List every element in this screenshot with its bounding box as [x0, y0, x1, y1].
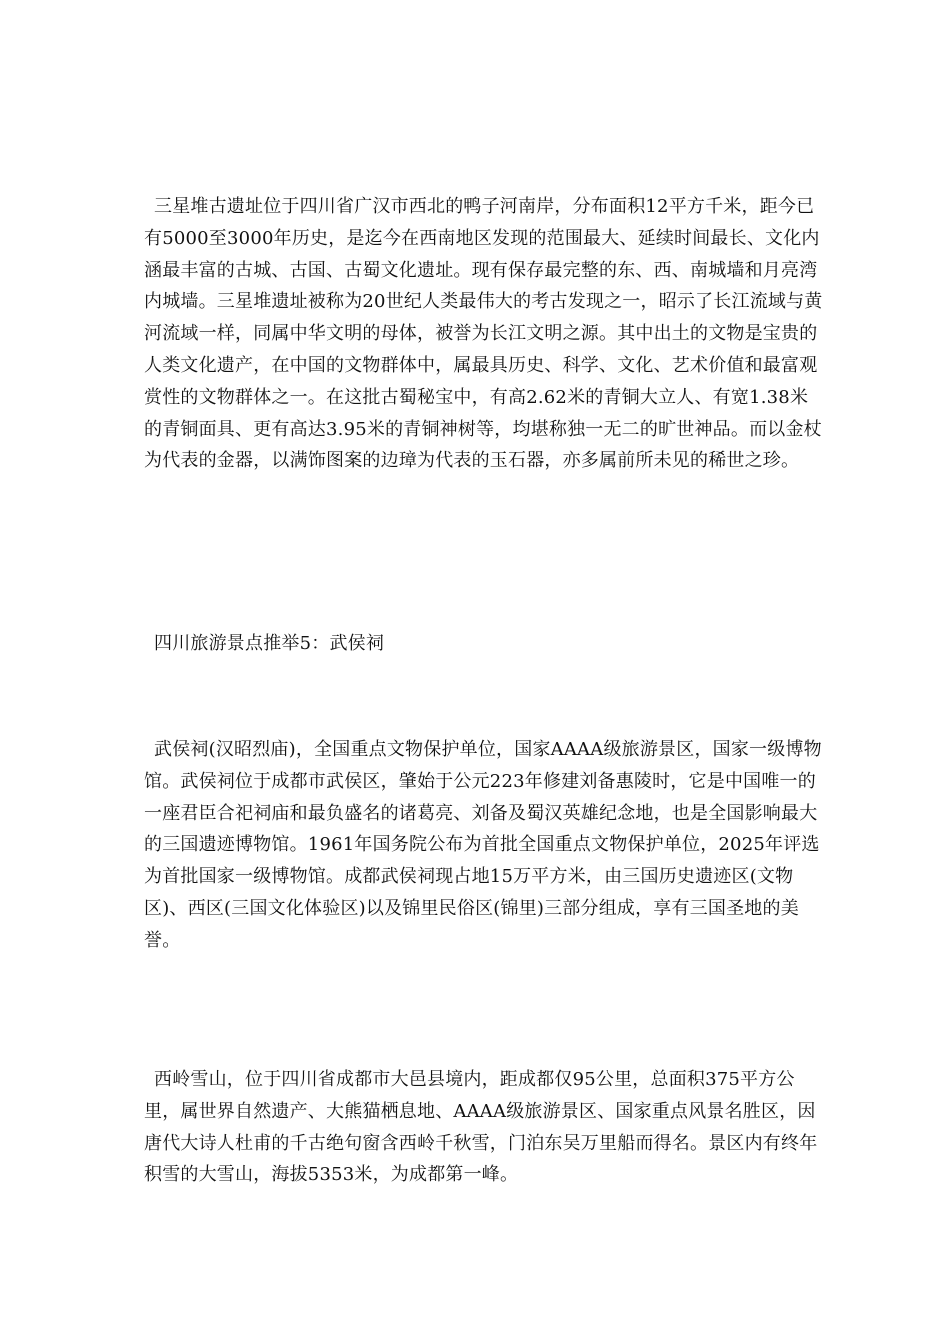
paragraph-wuhouci: 武侯祠(汉昭烈庙)，全国重点文物保护单位，国家AAAA级旅游景区，国家一级博物馆。武侯祠位于成都市武侯区，肇始于公元223年修建刘备惠陵时，它是中国唯一的一座君臣合祀祠庙和最负盛名的诸葛亮、刘备及蜀汉英雄纪念地，也是全国影响最大的三国遗迹博物馆。1961年国务院公布为首批全国重点文物保护单位，2025年评选为首批国家一级博物馆。成都武侯祠现占地15万平方米，由三国历史遗迹区(文物区)、西区(三国文化体验区)以及锦里民俗区(锦里)三部分组成，享有三国圣地的美誉。: [144, 739, 822, 951]
section-heading-wuhouci: 四川旅游景点推举5：武侯祠: [154, 633, 385, 654]
paragraph-sanxingdui: 三星堆古遗址位于四川省广汉市西北的鸭子河南岸，分布面积12平方千米，距今已有5000至3000年历史，是迄今在西南地区发现的范围最大、延续时间最长、文化内涵最丰富的古城、古国、古蜀文化遗址。现有保存最完整的东、西、南城墙和月亮湾内城墙。三星堆遗址被称为20世纪人类最伟大的考古发现之一，昭示了长江流域与黄河流域一样，同属中华文明的母体，被誉为长江文明之源。其中出土的文物是宝贵的人类文化遗产，在中国的文物群体中，属最具历史、科学、文化、艺术价值和最富观赏性的文物群体之一。在这批古蜀秘宝中，有高2.62米的青铜大立人、有宽1.38米的青铜面具、更有高达3.95米的青铜神树等，均堪称独一无二的旷世神品。而以金杖为代表的金器，以满饰图案的边璋为代表的玉石器，亦多属前所未见的稀世之珍。: [144, 196, 823, 472]
paragraph-xiling-snow-mountain: 西岭雪山，位于四川省成都市大邑县境内，距成都仅95公里，总面积375平方公里，属世界自然遗产、大熊猫栖息地、AAAA级旅游景区、国家重点风景名胜区，因唐代大诗人杜甫的千古绝句窗含西岭千秋雪，门泊东吴万里船而得名。景区内有终年积雪的大雪山，海拔5353米，为成都第一峰。: [144, 1069, 818, 1186]
